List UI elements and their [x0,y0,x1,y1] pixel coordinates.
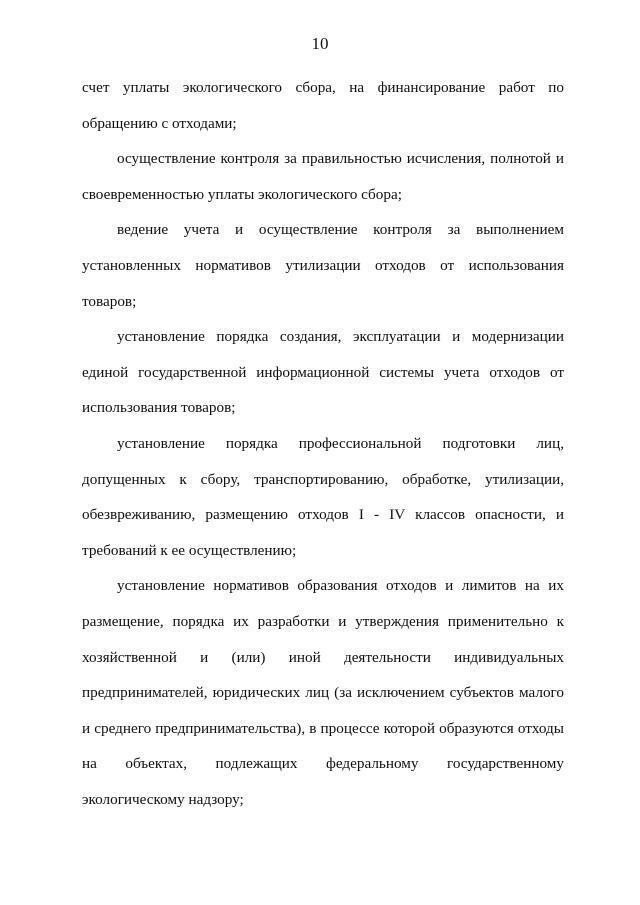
document-body [82,70,564,817]
paragraph: установление порядка создания, эксплуатации и модернизации единой государственной информационной системы учета отходов от использования товаров; [82,328,564,417]
paragraph: ведение учета и осуществление контроля за выполнением установленных нормативов утилизации отходов от использования товаров; [82,221,564,310]
paragraph-continuation: счет уплаты экологического сбора, на финансирование работ по обращению с отходами; [82,79,564,132]
paragraph: установление нормативов образования отходов и лимитов на их размещение, порядка их разработки и утверждения применительно к хозяйственной и (или) иной деятельности индивидуальных предпринимателей, юридических лиц (за исключением субъектов малого и среднего предпринимательства), в процессе которой образуются отходы на объектах, подлежащих федеральному государственному экологическому надзору; [82,577,564,808]
page-number: 10 [311,34,329,53]
paragraph: осуществление контроля за правильностью исчисления, полнотой и своевременностью уплаты экологического сбора; [82,150,564,203]
paragraph: установление порядка профессиональной подготовки лиц, допущенных к сбору, транспортированию, обработке, утилизации, обезвреживанию, размещению отходов I - IV классов опасности, и требований к ее осуществлению; [82,434,564,559]
